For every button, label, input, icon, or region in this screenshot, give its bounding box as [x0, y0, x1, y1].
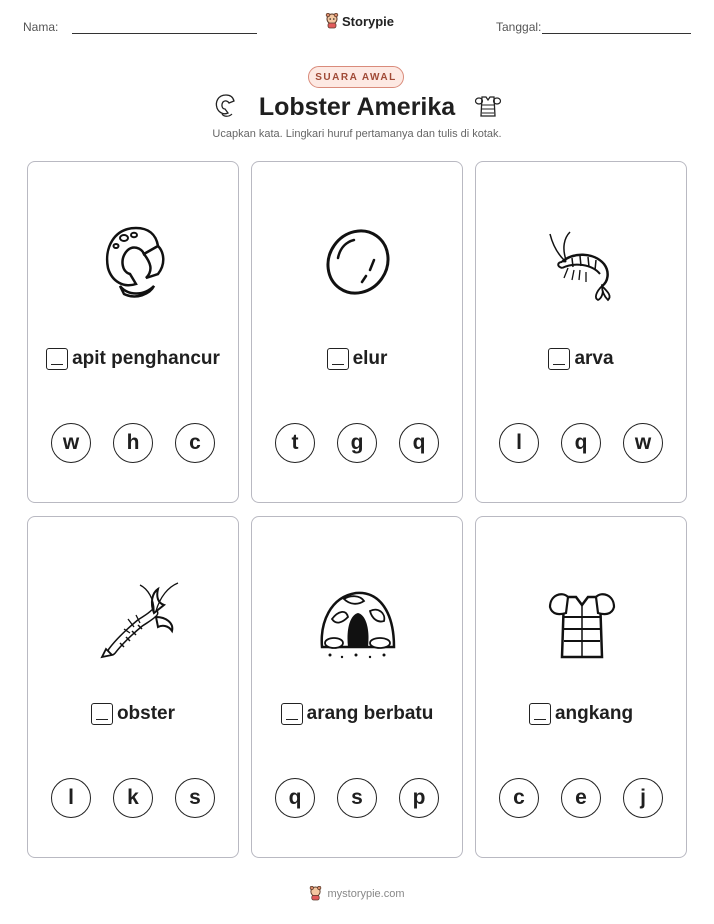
word-rest: elur	[352, 348, 388, 369]
date-line[interactable]	[542, 33, 691, 34]
letter-choices	[28, 778, 238, 818]
storypie-mascot-icon	[309, 886, 322, 901]
word-card	[251, 161, 463, 503]
armor-shell-icon	[532, 567, 632, 667]
letter-choices	[252, 778, 462, 818]
letter-choice[interactable]: j	[623, 778, 663, 818]
word-rest: arang berbatu	[306, 703, 434, 724]
letter-choice[interactable]: w	[623, 423, 663, 463]
letter-choice[interactable]: e	[561, 778, 601, 818]
letter-choice[interactable]: h	[113, 423, 153, 463]
word-prompt	[476, 348, 686, 370]
letter-choices	[476, 778, 686, 818]
footer-url[interactable]: mystorypie.com	[327, 887, 405, 900]
word-card	[475, 516, 687, 858]
instructions: Ucapkan kata. Lingkari huruf pertamanya dan tulis di kotak.	[212, 128, 502, 140]
storypie-mascot-icon	[325, 13, 339, 29]
brand-name: Storypie	[342, 13, 395, 29]
letter-choice[interactable]: c	[499, 778, 539, 818]
shrimp-larva-icon	[532, 212, 632, 312]
word-rest: angkang	[554, 703, 634, 724]
letter-choice[interactable]: s	[337, 778, 377, 818]
letter-choice[interactable]: w	[51, 423, 91, 463]
footer	[0, 886, 714, 901]
letter-choice[interactable]: q	[275, 778, 315, 818]
word-rest: apit penghancur	[72, 348, 220, 369]
lobster-claw-icon	[84, 212, 184, 312]
word-prompt	[252, 348, 462, 370]
letter-choice[interactable]: l	[51, 778, 91, 818]
rock-cave-icon	[308, 567, 408, 667]
answer-box[interactable]	[91, 703, 113, 725]
answer-box[interactable]	[281, 703, 303, 725]
word-card	[251, 516, 463, 858]
word-rest: arva	[574, 348, 614, 369]
answer-box[interactable]	[548, 348, 570, 370]
letter-choice[interactable]: q	[399, 423, 439, 463]
letter-choice[interactable]: k	[113, 778, 153, 818]
egg-icon	[308, 212, 408, 312]
word-prompt	[476, 703, 686, 725]
letter-choice[interactable]: c	[175, 423, 215, 463]
letter-choices	[28, 423, 238, 463]
answer-box[interactable]	[327, 348, 349, 370]
letter-choices	[252, 423, 462, 463]
letter-choice[interactable]: q	[561, 423, 601, 463]
brand-logo	[325, 13, 394, 29]
letter-choice[interactable]: s	[175, 778, 215, 818]
letter-choice[interactable]: t	[275, 423, 315, 463]
armor-icon	[474, 92, 502, 120]
lobster-icon	[84, 567, 184, 667]
name-line[interactable]	[72, 33, 257, 34]
letter-choice[interactable]: p	[399, 778, 439, 818]
word-rest: obster	[116, 703, 176, 724]
page-title: Lobster Amerika	[258, 93, 456, 121]
answer-box[interactable]	[46, 348, 68, 370]
word-prompt	[28, 703, 238, 725]
letter-choice[interactable]: l	[499, 423, 539, 463]
topic-badge: SUARA AWAL	[308, 66, 404, 88]
letter-choice[interactable]: g	[337, 423, 377, 463]
word-prompt	[28, 348, 238, 370]
word-card	[475, 161, 687, 503]
word-card	[27, 516, 239, 858]
date-label: Tanggal:	[496, 20, 542, 34]
letter-choices	[476, 423, 686, 463]
name-label: Nama:	[23, 20, 59, 34]
word-card	[27, 161, 239, 503]
answer-box[interactable]	[529, 703, 551, 725]
word-prompt	[252, 703, 462, 725]
